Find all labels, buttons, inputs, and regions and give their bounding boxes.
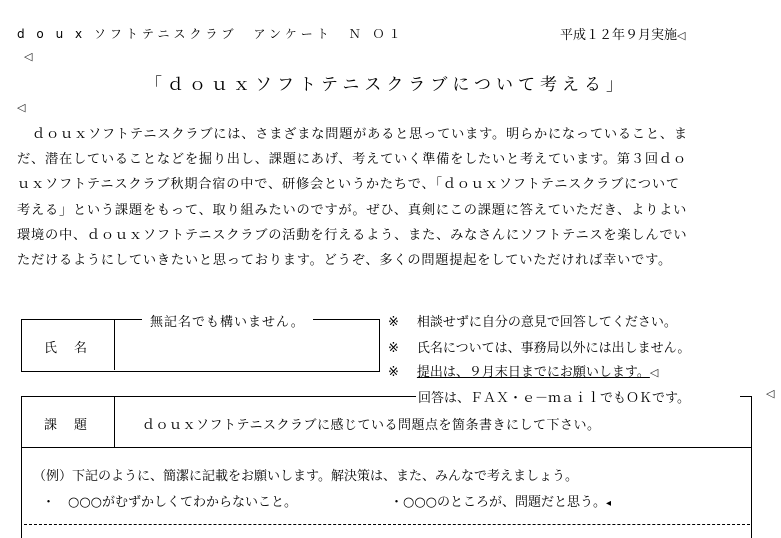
example-bullet-2 [390,491,611,510]
intro-line: 考える」という課題をもって、取り組みたいのですが。ぜひ、真剣にこの課題に答えていただき、よりよい [17,202,688,218]
name-label: 氏 名 [44,341,90,356]
topic-divider [114,396,115,447]
page-title: 「ｄｏｕｘソフトテニスクラブについて考える」 [145,75,628,95]
intro-line: だ、潜在していることなどを掘り出し、課題にあげ、考えていく準備をしたいと考えています。第３回ｄｏ [17,152,687,168]
intro-line: ｄｏｕｘソフトテニスクラブには、さまざまな問題があると思っています。明らかになっていること、ま [32,127,688,142]
asterisk-mark: ※ [388,365,399,380]
name-input-area[interactable] [116,330,376,368]
intro-line: ただけるようにしていきたいと思っております。どうぞ、多くの問題提起をしていただければ幸いです。 [17,253,673,269]
example-bullet-1: ・ ○○○がむずかしくてわからないこと。 [42,495,298,510]
topic-box-top [21,396,416,397]
topic-box-left [21,396,22,538]
paragraph-mark-icon: ◁ [17,101,26,114]
paragraph-mark-icon: ◁ [649,366,659,379]
note-4: 回答は、ＦＡＸ・ｅ－ｍａｉｌでもＯＫです。 [418,387,692,406]
topic-label: 課 題 [44,418,90,433]
note-2 [388,337,690,356]
note-1 [388,311,677,330]
intro-line: ｕｘソフトテニスクラブ秋期合宿の中で、研修会というかたちで、「ｄｏｕｘソフトテニスクラブについて [17,177,680,193]
topic-text: ｄｏｕｘソフトテニスクラブに感じている問題点を箇条書きにして下さい。 [142,418,601,433]
note-text: 相談せずに自分の意見で回答してください。 [416,315,677,330]
intro-paragraph [17,122,765,273]
asterisk-mark: ※ [388,315,399,330]
survey-header: d o u x ソフトテニスクラブ アンケート Ｎ Ｏ１ [17,27,405,41]
bullet-text: ・○○○のところが、問題だと思う。 [390,495,607,510]
survey-date [560,24,685,43]
paragraph-mark-icon: ◁ [677,29,686,42]
note-3 [388,361,658,380]
paragraph-mark-icon: ◁ [24,50,33,63]
note-text: 氏名については、事務局以外には出しません。 [416,341,691,356]
note-text: 提出は、９月末日までにお願いします。 [416,365,650,380]
name-divider [114,320,115,370]
paragraph-mark-icon: ◁ [766,387,775,400]
example-line: （例）下記のように、簡潔に記載をお願いします。解決策は、また、みんなで考えましょう。 [33,469,578,484]
topic-box-right [751,396,752,538]
date-text: 平成１２年９月実施 [560,28,678,43]
topic-header-bottom [21,447,752,448]
asterisk-mark: ※ [388,341,399,356]
intro-line: 環境の中、ｄｏｕｘソフトテニスクラブの活動を行えるよう、また、みなさんにソフトテニスを楽しんでい [17,227,688,243]
arrow-mark-icon: ◂ [606,498,612,509]
answer-input-area[interactable] [23,513,750,538]
name-hint: 無記名でも構いません。 [142,311,313,330]
